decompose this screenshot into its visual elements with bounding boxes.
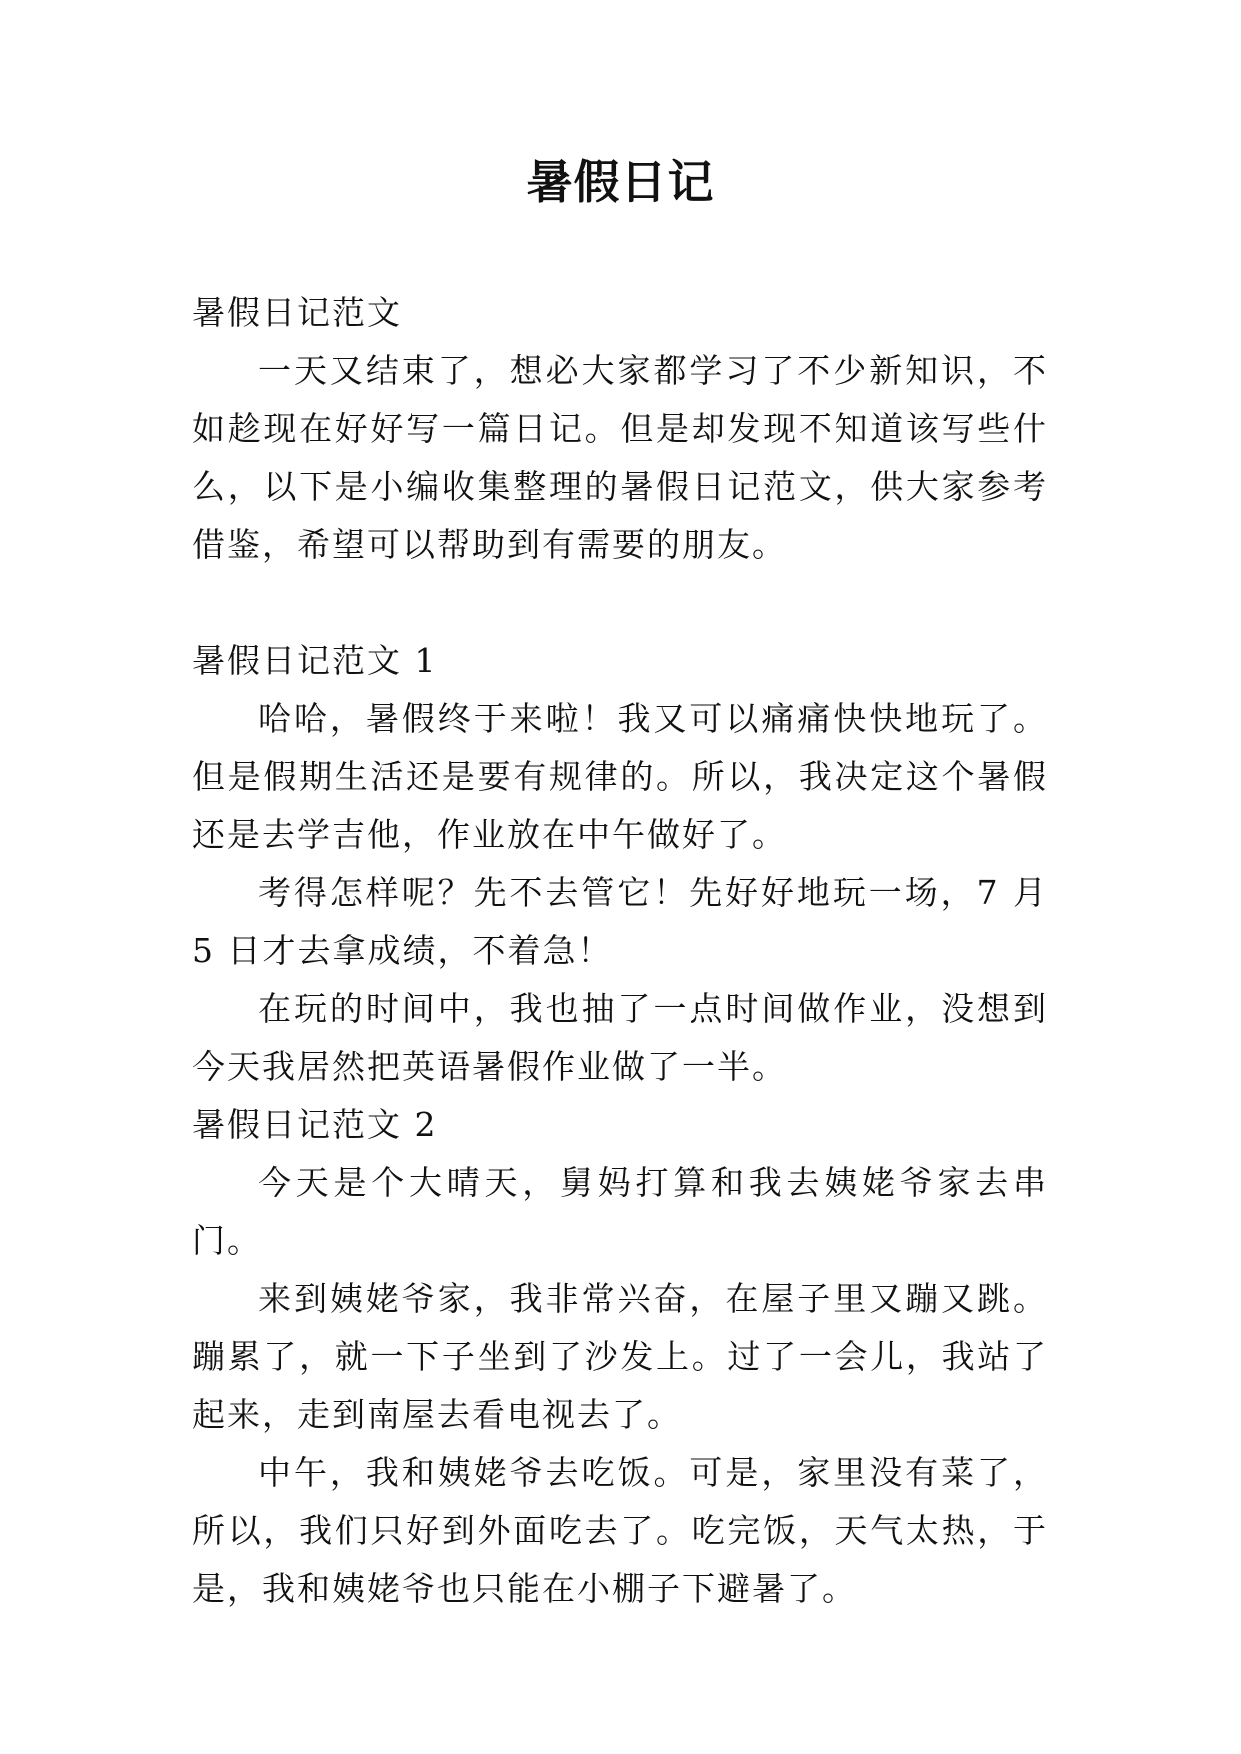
sample-1-paragraph-1: 哈哈，暑假终于来啦！我又可以痛痛快快地玩了。但是假期生活还是要有规律的。所以，我决定这个暑假还是去学吉他，作业放在中午做好了。	[192, 699, 1048, 854]
intro-paragraph: 一天又结束了，想必大家都学习了不少新知识，不如趁现在好好写一篇日记。但是却发现不知道该写些什么，以下是小编收集整理的暑假日记范文，供大家参考借鉴，希望可以帮助到有需要的朋友。	[192, 351, 1048, 564]
document-body	[192, 284, 1048, 1618]
document-title: 暑假日记	[526, 155, 715, 209]
sample-1-paragraph-3: 在玩的时间中，我也抽了一点时间做作业，没想到今天我居然把英语暑假作业做了一半。	[192, 989, 1048, 1086]
section-heading-sample-1: 暑假日记范文 1	[192, 641, 438, 680]
sample-1-paragraph-2: 考得怎样呢？先不去管它！先好好地玩一场，7 月 5 日才去拿成绩，不着急！	[192, 873, 1048, 970]
section-heading-sample-2: 暑假日记范文 2	[192, 1105, 438, 1144]
sample-2-paragraph-1: 今天是个大晴天，舅妈打算和我去姨姥爷家去串门。	[192, 1163, 1048, 1260]
sample-2-paragraph-3: 中午，我和姨姥爷去吃饭。可是，家里没有菜了，所以，我们只好到外面吃去了。吃完饭，天气太热，于是，我和姨姥爷也只能在小棚子下避暑了。	[192, 1453, 1048, 1608]
sample-2-paragraph-2: 来到姨姥爷家，我非常兴奋，在屋子里又蹦又跳。蹦累了，就一下子坐到了沙发上。过了一会儿，我站了起来，走到南屋去看电视去了。	[192, 1279, 1048, 1434]
section-heading-intro: 暑假日记范文	[192, 293, 402, 332]
